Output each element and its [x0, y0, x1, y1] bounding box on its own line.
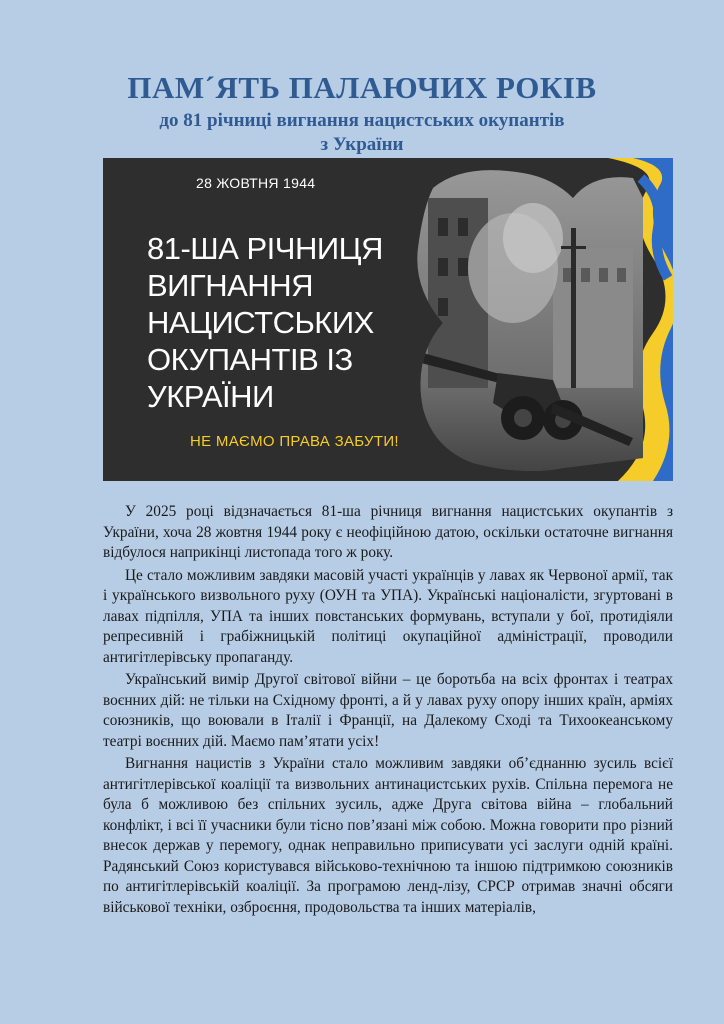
paragraph: Вигнання нацистів з України стало можливим завдяки об’єднанню зусиль всієї антигітлерівської коаліції та визвольних антинацистських рухів. Спільна перемога не була б можливою без спільних зусиль, адже Друга світова війна – глобальний конфлікт, і всі її учасники були тісно пов’язані між собою. Можна говорити про різний внесок держав у перемогу, однак неправильно приписувати усі заслуги одній країні. Радянський Союз користувався військово-технічною та іншою підтримкою союзників по антигітлерівській коаліції. За програмою ленд-лізу, СРСР отримав значні обсяги військової техніки, озброєння, продовольства та інших матеріалів, — [103, 755, 673, 916]
banner-date: 28 ЖОВТНЯ 1944 — [196, 175, 316, 191]
paragraph: Український вимір Другої світової війни – це боротьба на всіх фронтах і театрах воєнних дій: не тільки на Східному фронті, а й у лавах руху опору інших країн, арміях союзників, що воювали в Італії і Франції, на Далекому Сході та Тихоокеанському театрі воєнних дій. Маємо пам’ятати усіх! — [103, 671, 673, 750]
subtitle-line-2: з України — [320, 134, 404, 155]
paragraph: У 2025 році відзначається 81-ша річниця вигнання нацистських окупантів з України, хоча 28 жовтня 1944 року є неофіційною датою, оскільки остаточне вигнання відбулося наприкінці листопада того ж року. — [103, 503, 673, 561]
article-body — [103, 502, 673, 920]
subtitle-line-1: до 81 річниці вигнання нацистських окупантів — [159, 110, 565, 131]
banner-heading-line: 81-ША РІЧНИЦЯ — [147, 231, 383, 266]
banner-slogan: НЕ МАЄМО ПРАВА ЗАБУТИ! — [190, 433, 399, 450]
page-title: ПАМ´ЯТЬ ПАЛАЮЧИХ РОКІВ — [127, 70, 597, 105]
page-subtitle — [0, 109, 724, 157]
banner-heading-line: ВИГНАННЯ — [147, 268, 313, 303]
banner-heading-line: УКРАЇНИ — [147, 379, 274, 414]
banner-heading — [147, 230, 447, 415]
banner-heading-line: НАЦИСТСЬКИХ — [147, 305, 374, 340]
banner-heading-line: ОКУПАНТІВ ІЗ — [147, 342, 353, 377]
paragraph: Це стало можливим завдяки масовій участі українців у лавах як Червоної армії, так і українського визвольного руху (ОУН та УПА). Українські націоналісти, згуртовані в лавах підпілля, УПА та інших повстанських формувань, вступали у бої, протидіяли репресивній і грабіжницькій політиці окупаційної адміністрації, проводили антигітлерівську пропаганду. — [103, 566, 673, 666]
anniversary-banner — [103, 158, 673, 481]
